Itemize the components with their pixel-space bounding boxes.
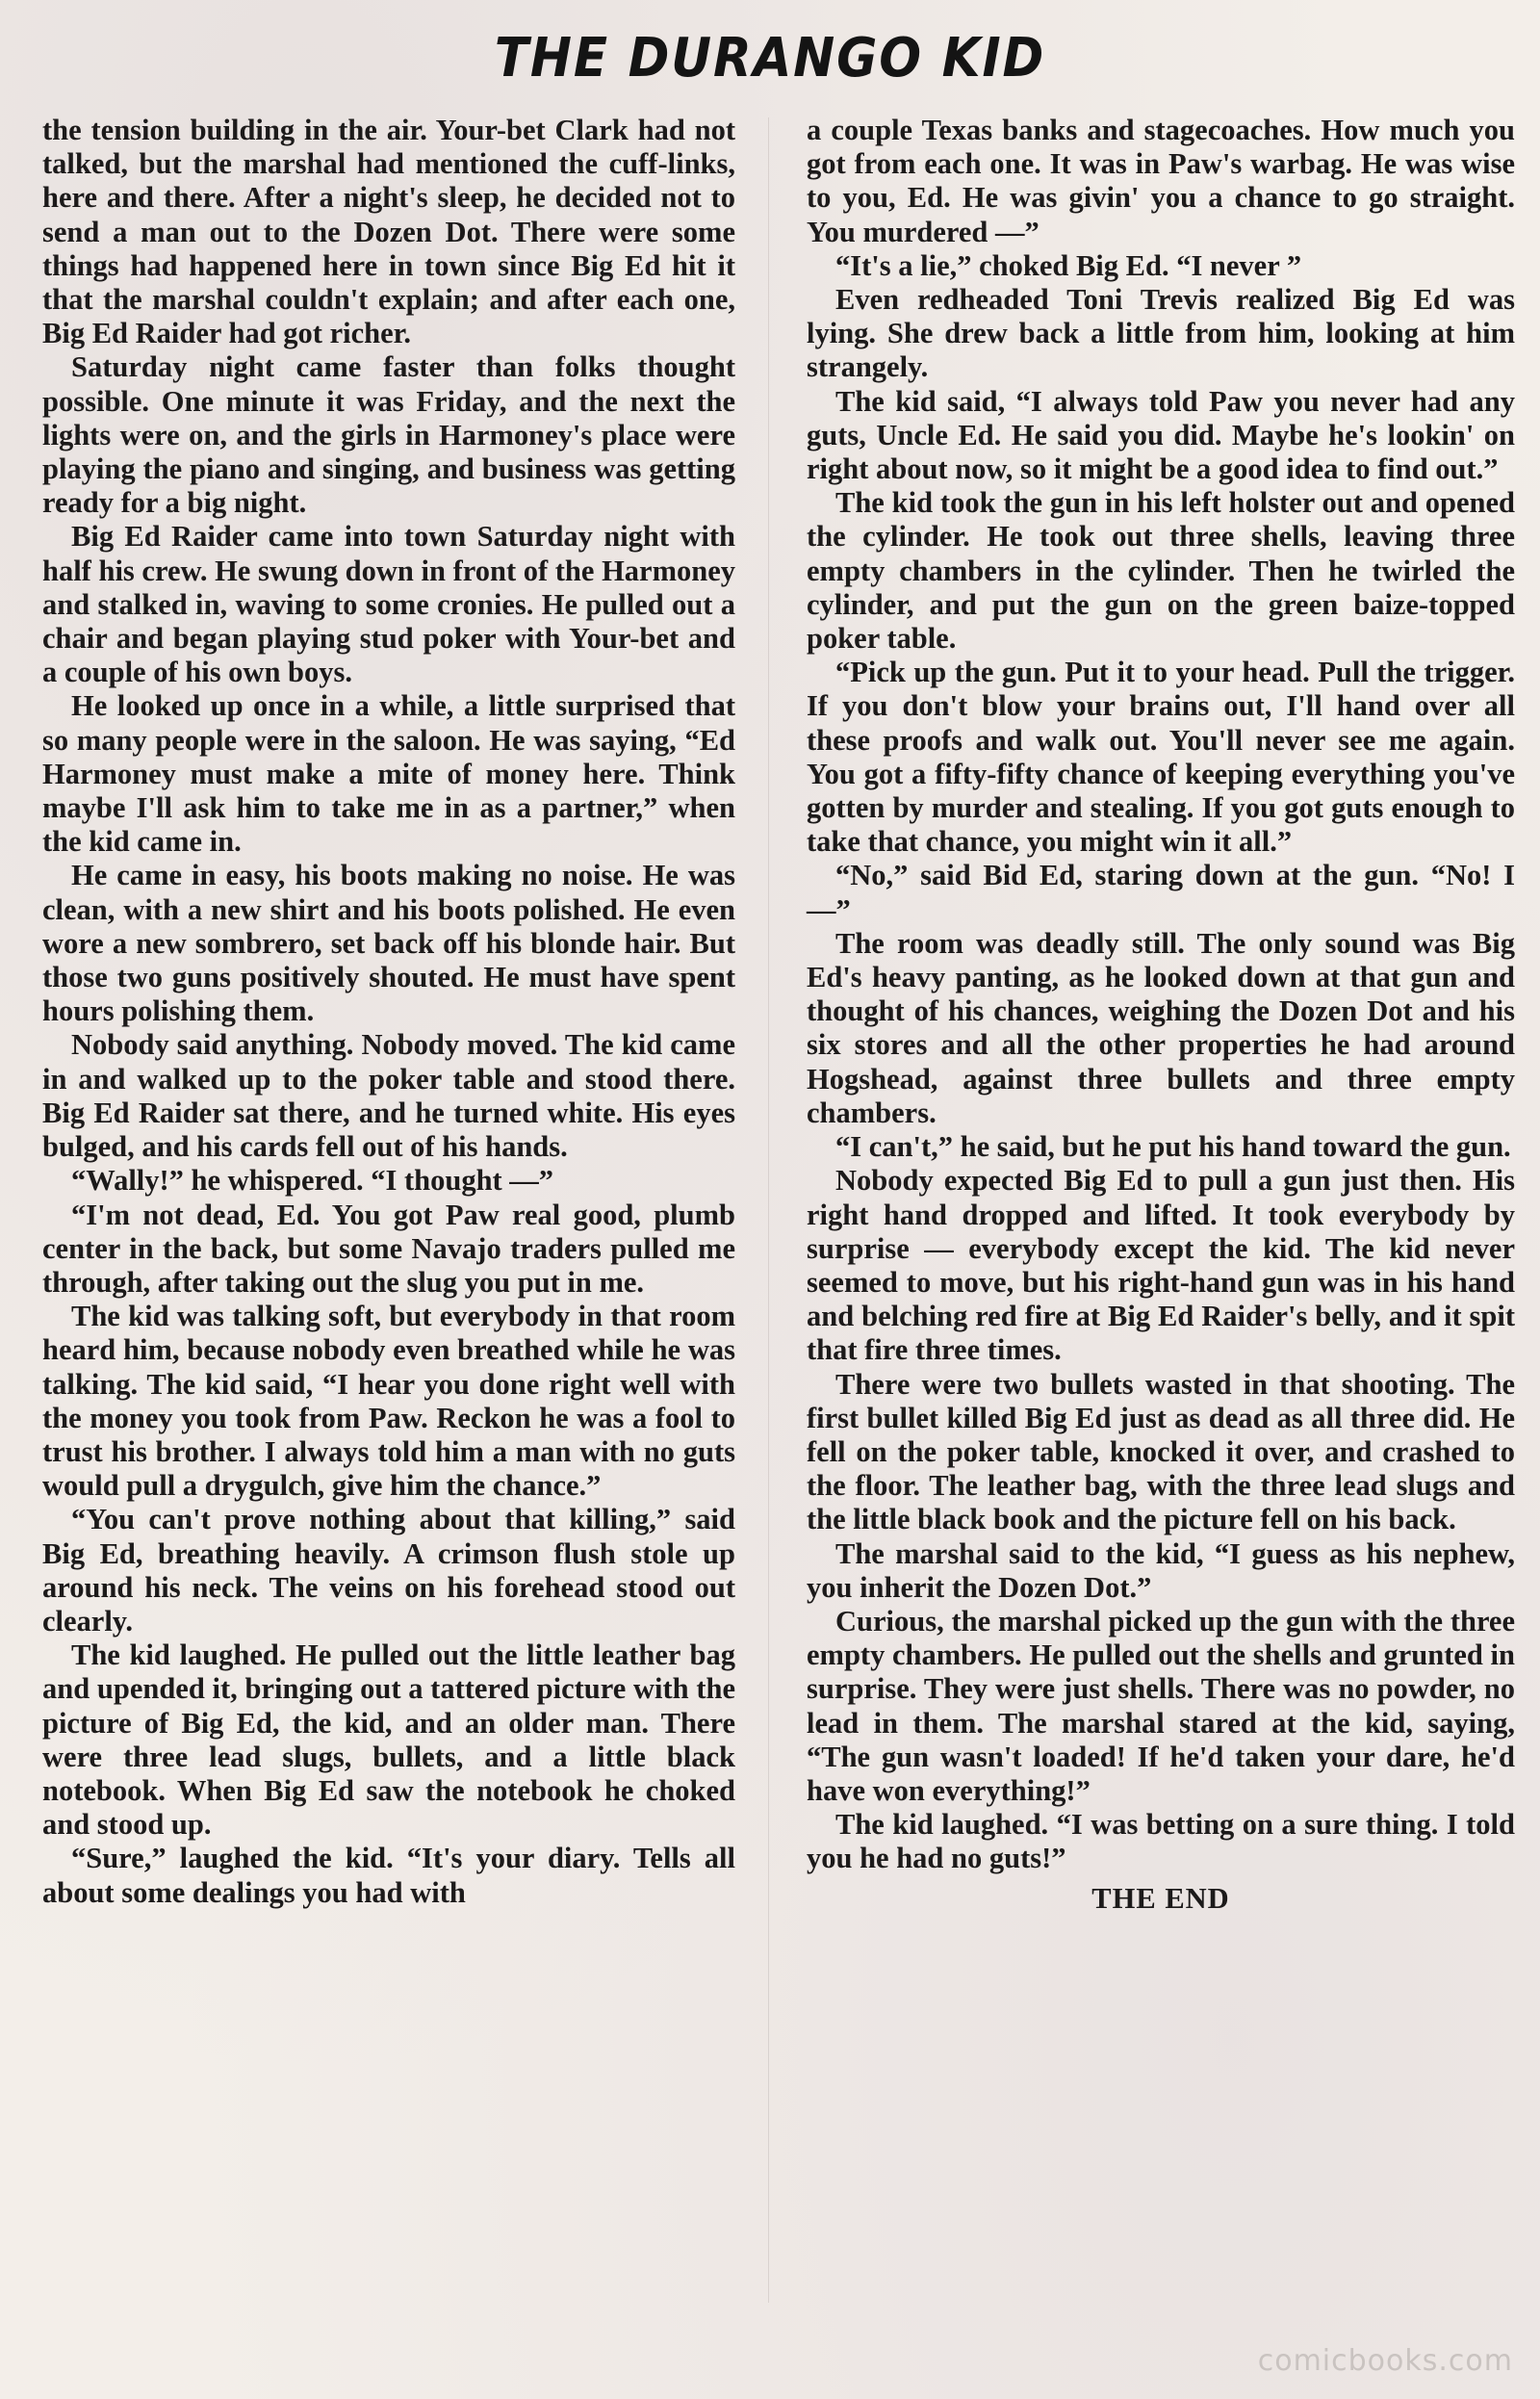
paragraph: “No,” said Bid Ed, staring down at the gun. “No! I —” [807,859,1515,926]
paragraph: The marshal said to the kid, “I guess as his nephew, you inherit the Dozen Dot.” [807,1536,1515,1604]
paragraph: “I can't,” he said, but he put his hand toward the gun. [835,1130,1511,1164]
paragraph: Big Ed Raider came into town Saturday night with half his crew. He swung down in front of the Harmoney and stalked in, waving to some cronies. He pulled out a chair and began playing stud poker with Your-bet and a couple of his own boys. [42,520,735,689]
left-column [42,114,735,1910]
watermark: comicbooks.com [1257,2344,1513,2378]
paragraph: the tension building in the air. Your-bet Clark had not talked, but the marshal had mentioned the cuff-links, here and there. After a night's sleep, he decided not to send a man out to the Dozen Dot. There were some things had happened here in town since Big Ed hit it that the marshal couldn't explain; and after each one, Big Ed Raider had got richer. [42,114,735,350]
paragraph: “It's a lie,” choked Big Ed. “I never ” [835,248,1302,282]
paragraph: The room was deadly still. The only sound was Big Ed's heavy panting, as he looked down at that gun and thought of his chances, weighing the Dozen Dot and his six stores and all the other properties he had around Hogshead, against three bullets and three empty chambers. [807,926,1515,1129]
paragraph: The kid laughed. He pulled out the little leather bag and upended it, bringing out a tattered picture with the picture of Big Ed, the kid, and an older man. There were three lead slugs, bullets, and a little black notebook. When Big Ed saw the notebook he choked and stood up. [42,1638,735,1842]
paragraph: He came in easy, his boots making no noise. He was clean, with a new shirt and his boots polished. He even wore a new sombrero, set back off his blonde hair. But those two guns positively shouted. He must have spent hours polishing them. [42,859,735,1028]
paragraph: “You can't prove nothing about that killing,” said Big Ed, breathing heavily. A crimson flush stole up around his neck. The veins on his forehead stood out clearly. [42,1503,735,1638]
paragraph: “Wally!” he whispered. “I thought —” [71,1164,554,1198]
paragraph: There were two bullets wasted in that shooting. The first bullet killed Big Ed just as dead as all three did. He fell on the poker table, knocked it over, and crashed to the floor. The leather bag, with the three lead slugs and the little black book and the picture fell on his back. [807,1367,1515,1536]
paragraph: Nobody said anything. Nobody moved. The kid came in and walked up to the poker table and stood there. Big Ed Raider sat there, and he turned white. His eyes bulged, and his cards fell out of his hands. [42,1028,735,1164]
paragraph: The kid laughed. “I was betting on a sure thing. I told you he had no guts!” [807,1808,1515,1875]
paragraph: He looked up once in a while, a little surprised that so many people were in the saloon. He was saying, “Ed Harmoney must make a mite of money here. Think maybe I'll ask him to take me in as a partner,” when the kid came in. [42,689,735,859]
paragraph: The kid took the gun in his left holster out and opened the cylinder. He took out three shells, leaving three empty chambers in the cylinder. Then he twirled the cylinder, and put the gun on the green baize-topped poker table. [807,486,1515,656]
paragraph: “I'm not dead, Ed. You got Paw real good, plumb center in the back, but some Navajo traders pulled me through, after taking out the slug you put in me. [42,1198,735,1299]
the-end-label: THE END [1091,1881,1230,1915]
column-divider [768,117,769,2303]
paragraph: a couple Texas banks and stagecoaches. How much you got from each one. It was in Paw's warbag. He was wise to you, Ed. He was givin' you a chance to go straight. You murdered —” [807,114,1515,248]
paragraph: “Sure,” laughed the kid. “It's your diary. Tells all about some dealings you had with [42,1842,735,1909]
paragraph: The kid said, “I always told Paw you never had any guts, Uncle Ed. He said you did. Maybe he's lookin' on right about now, so it might be a good idea to find out.” [807,384,1515,486]
paragraph: “Pick up the gun. Put it to your head. Pull the trigger. If you don't blow your brains out, I'll hand over all these proofs and walk out. You'll never see me again. You got a fifty-fifty chance of keeping everything you've gotten by murder and stealing. If you got guts enough to take that chance, you might win it all.” [807,656,1515,859]
paragraph: Nobody expected Big Ed to pull a gun just then. His right hand dropped and lifted. It took everybody by surprise — everybody except the kid. The kid never seemed to move, but his right-hand gun was in his hand and belching red fire at Big Ed Raider's belly, and it spit that fire three times. [807,1164,1515,1367]
page-title: THE DURANGO KID [494,27,1046,90]
paragraph: Even redheaded Toni Trevis realized Big Ed was lying. She drew back a little from him, looking at him strangely. [807,283,1515,384]
paragraph: The kid was talking soft, but everybody in that room heard him, because nobody even breathed while he was talking. The kid said, “I hear you done right well with the money you took from Paw. Reckon he was a fool to trust his brother. I always told him a man with no guts would pull a drygulch, give him the chance.” [42,1300,735,1503]
right-column [807,114,1515,1916]
paragraph: Saturday night came faster than folks thought possible. One minute it was Friday, and the next the lights were on, and the girls in Harmoney's place were playing the piano and singing, and business was getting ready for a big night. [42,350,735,520]
paragraph: Curious, the marshal picked up the gun with the three empty chambers. He pulled out the shells and grunted in surprise. They were just shells. There was no powder, no lead in them. The marshal stared at the kid, saying, “The gun wasn't loaded! If he'd taken your dare, he'd have won everything!” [807,1604,1515,1807]
